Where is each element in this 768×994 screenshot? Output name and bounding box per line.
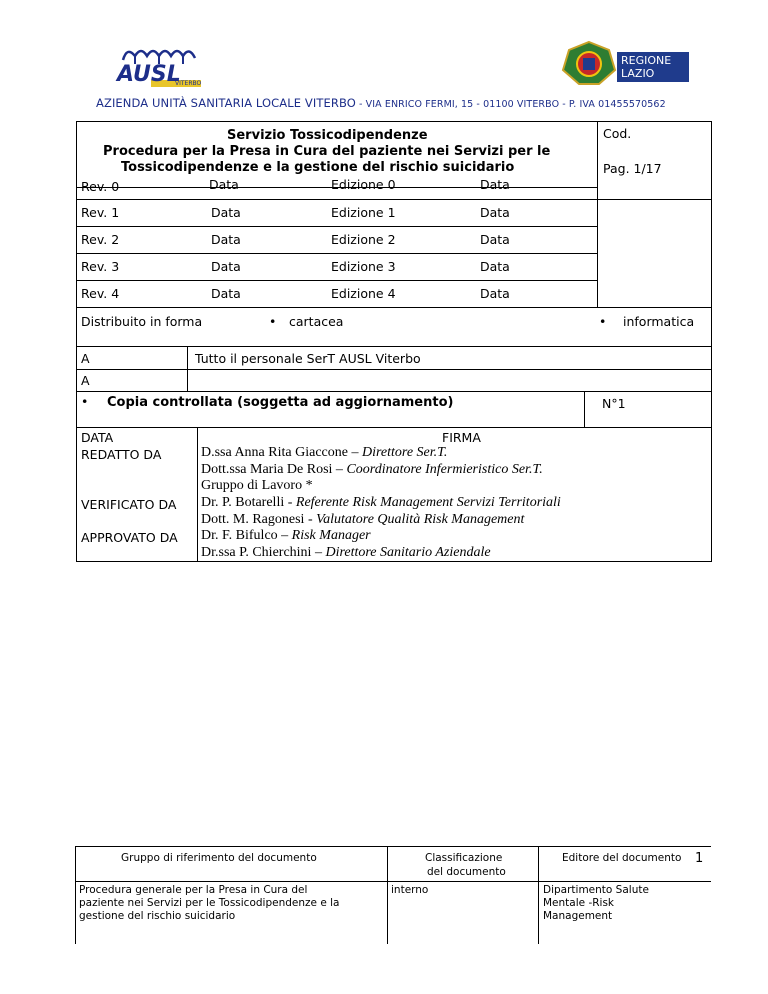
rev-3-edition-data: Data — [480, 259, 510, 274]
approved-by-label: APPROVATO DA — [81, 530, 178, 545]
footer-col1-value-2: paziente nei Servizi per le Tossicodipendenze e la — [79, 897, 340, 909]
rev-1-edition: Edizione 1 — [331, 205, 396, 220]
date-label: DATA — [81, 430, 114, 445]
doc-title-1: Servizio Tossicodipendenze — [227, 128, 428, 143]
distribution-paper: cartacea — [289, 314, 344, 329]
rev-3: Rev. 3 — [81, 259, 120, 274]
rev-2-edition-data: Data — [480, 232, 510, 247]
footer-page-number: 1 — [695, 851, 704, 866]
signatory-5: Dott. M. Ragonesi - Valutatore Qualità Risk Management — [201, 512, 525, 527]
footer-col2-value: interno — [391, 884, 429, 896]
doc-title-2: Procedura per la Presa in Cura del paziente nei Servizi per le — [103, 144, 551, 159]
signature-label: FIRMA — [442, 430, 481, 445]
rev-2: Rev. 2 — [81, 232, 120, 247]
region-line1: REGIONE — [621, 54, 672, 67]
regione-lazio-label — [617, 52, 689, 82]
rev-1: Rev. 1 — [81, 205, 120, 220]
signatory-4: Dr. P. Botarelli - Referente Risk Management Servizi Territoriali — [201, 495, 561, 510]
rev-4-data: Data — [211, 286, 241, 301]
ausl-logo — [113, 42, 213, 92]
org-name: AZIENDA UNITÀ SANITARIA LOCALE VITERBO — [96, 96, 356, 110]
org-address: - VIA ENRICO FERMI, 15 - 01100 VITERBO - P. IVA 01455570562 — [355, 99, 666, 110]
footer-table — [75, 846, 711, 944]
footer-col3-value-1: Dipartimento Salute — [543, 884, 649, 896]
footer-col2-header-1: Classificazione — [425, 852, 503, 864]
footer-col1-header: Gruppo di riferimento del documento — [121, 852, 317, 864]
bullet-icon: • — [599, 314, 607, 329]
signatory-6: Dr. F. Bifulco – Risk Manager — [201, 528, 371, 543]
ausl-logo-text: AUSL — [117, 62, 181, 87]
rev-4-edition-data: Data — [480, 286, 510, 301]
bullet-icon: • — [81, 394, 89, 409]
footer-col1-value-3: gestione del rischio suicidario — [79, 910, 236, 922]
verified-by-label: VERIFICATO DA — [81, 497, 177, 512]
recipient-value-1: Tutto il personale SerT AUSL Viterbo — [195, 351, 421, 366]
doc-title-3: Tossicodipendenze e la gestione del rischio suicidario — [121, 160, 515, 175]
ausl-logo-subtext: VITERBO — [175, 80, 202, 87]
signatory-7: Dr.ssa P. Chierchini – Direttore Sanitario Aziendale — [201, 545, 491, 560]
recipient-label-1: A — [81, 351, 90, 366]
rev-0-edition-data: Data — [480, 177, 510, 192]
rev-1-edition-data: Data — [480, 205, 510, 220]
rev-4-edition: Edizione 4 — [331, 286, 396, 301]
drafted-by-label: REDATTO DA — [81, 447, 162, 462]
cod-label: Cod. — [603, 126, 632, 141]
rev-0-edition: Edizione 0 — [331, 177, 396, 192]
rev-0: Rev. 0 — [81, 179, 120, 194]
footer-col3-header: Editore del documento — [562, 852, 682, 864]
footer-col1-value-1: Procedura generale per la Presa in Cura del — [79, 884, 308, 896]
page-label: Pag. 1/17 — [603, 161, 662, 176]
recipient-label-2: A — [81, 373, 90, 388]
rev-0-data: Data — [209, 177, 239, 192]
rev-3-data: Data — [211, 259, 241, 274]
document-info-table — [76, 121, 712, 562]
copy-number: N°1 — [602, 396, 626, 411]
rev-2-data: Data — [211, 232, 241, 247]
controlled-copy-label: Copia controllata (soggetta ad aggiornamento) — [107, 395, 454, 410]
distribution-label: Distribuito in forma — [81, 314, 203, 329]
rev-4: Rev. 4 — [81, 286, 120, 301]
organization-header — [96, 96, 666, 110]
footer-col3-value-3: Management — [543, 910, 613, 922]
rev-3-edition: Edizione 3 — [331, 259, 396, 274]
footer-col3-value-2: Mentale -Risk — [543, 897, 614, 909]
signatory-2: Dott.ssa Maria De Rosi – Coordinatore Infermieristico Ser.T. — [201, 462, 543, 477]
region-line2: LAZIO — [621, 67, 655, 80]
footer-col2-header-2: del documento — [427, 866, 506, 878]
rev-2-edition: Edizione 2 — [331, 232, 396, 247]
signatory-1: D.ssa Anna Rita Giaccone – Direttore Ser.T. — [201, 445, 448, 460]
signatory-3: Gruppo di Lavoro * — [201, 478, 313, 493]
rev-1-data: Data — [211, 205, 241, 220]
bullet-icon: • — [269, 314, 277, 329]
distribution-digital: informatica — [623, 314, 695, 329]
